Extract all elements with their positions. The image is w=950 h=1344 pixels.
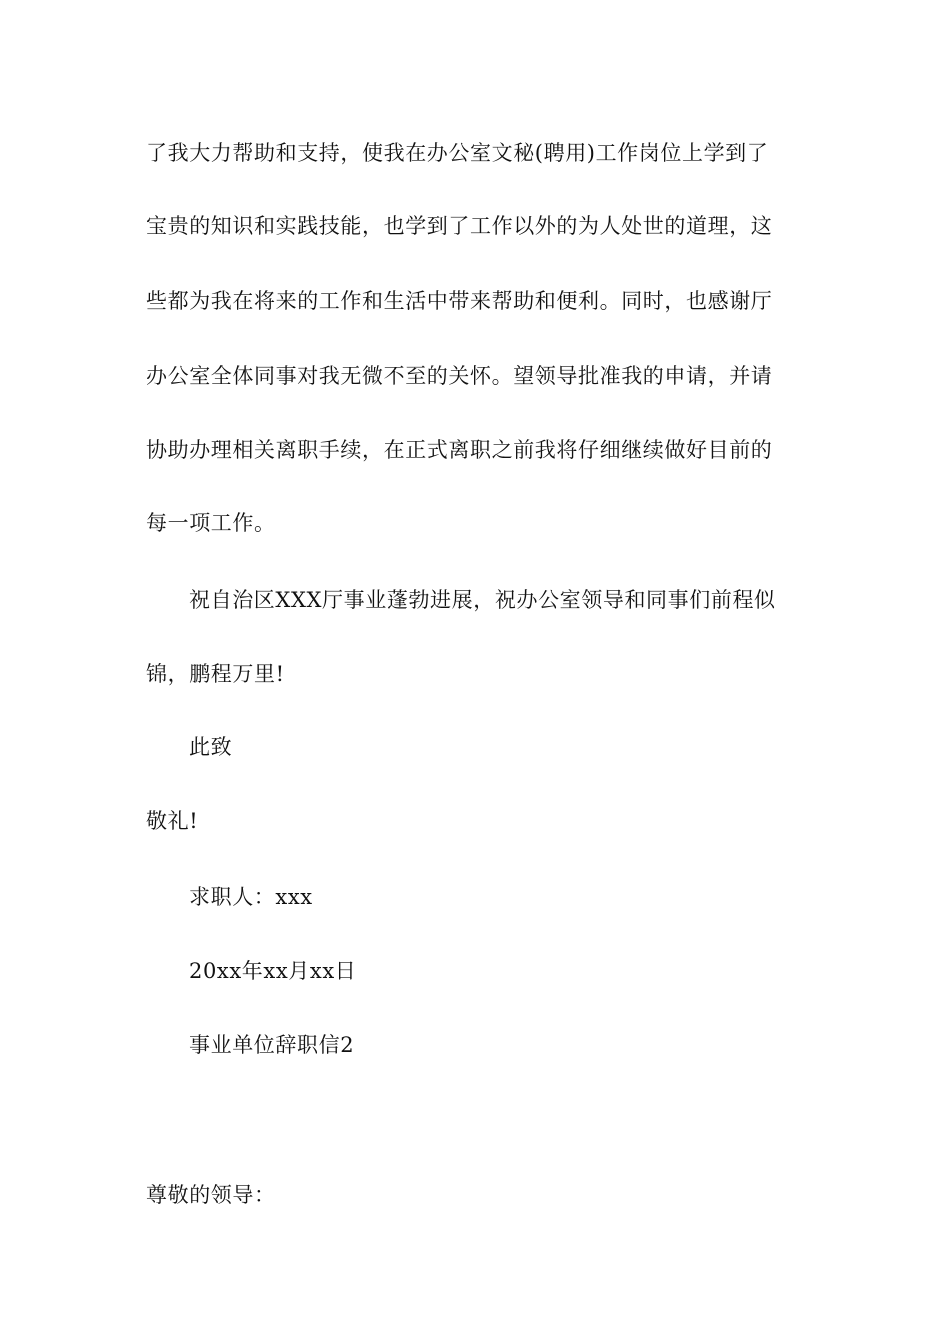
body-paragraph-line: 些都为我在将来的工作和生活中带来帮助和便利。同时，也感谢厅 bbox=[146, 289, 773, 313]
signature-name: 求职人：xxx bbox=[189, 885, 313, 909]
salutation: 敬礼! bbox=[146, 809, 199, 833]
wishes-paragraph-line: 锦，鹏程万里! bbox=[146, 662, 285, 686]
wishes-paragraph-line: 祝自治区XXX厅事业蓬勃进展，祝办公室领导和同事们前程似 bbox=[189, 588, 776, 612]
closing-phrase: 此致 bbox=[189, 735, 233, 759]
body-paragraph-line: 协助办理相关离职手续，在正式离职之前我将仔细继续做好目前的 bbox=[146, 438, 773, 462]
body-paragraph-line: 了我大力帮助和支持，使我在办公室文秘(聘用)工作岗位上学到了 bbox=[146, 141, 769, 165]
body-paragraph-line: 办公室全体同事对我无微不至的关怀。望领导批准我的申请，并请 bbox=[146, 364, 773, 388]
body-paragraph-line: 每一项工作。 bbox=[146, 511, 276, 535]
section-heading: 事业单位辞职信2 bbox=[189, 1033, 355, 1057]
body-paragraph-line: 宝贵的知识和实践技能，也学到了工作以外的为人处世的道理，这 bbox=[146, 214, 773, 238]
greeting-line: 尊敬的领导： bbox=[146, 1183, 276, 1207]
signature-date: 20xx年xx月xx日 bbox=[189, 959, 357, 983]
